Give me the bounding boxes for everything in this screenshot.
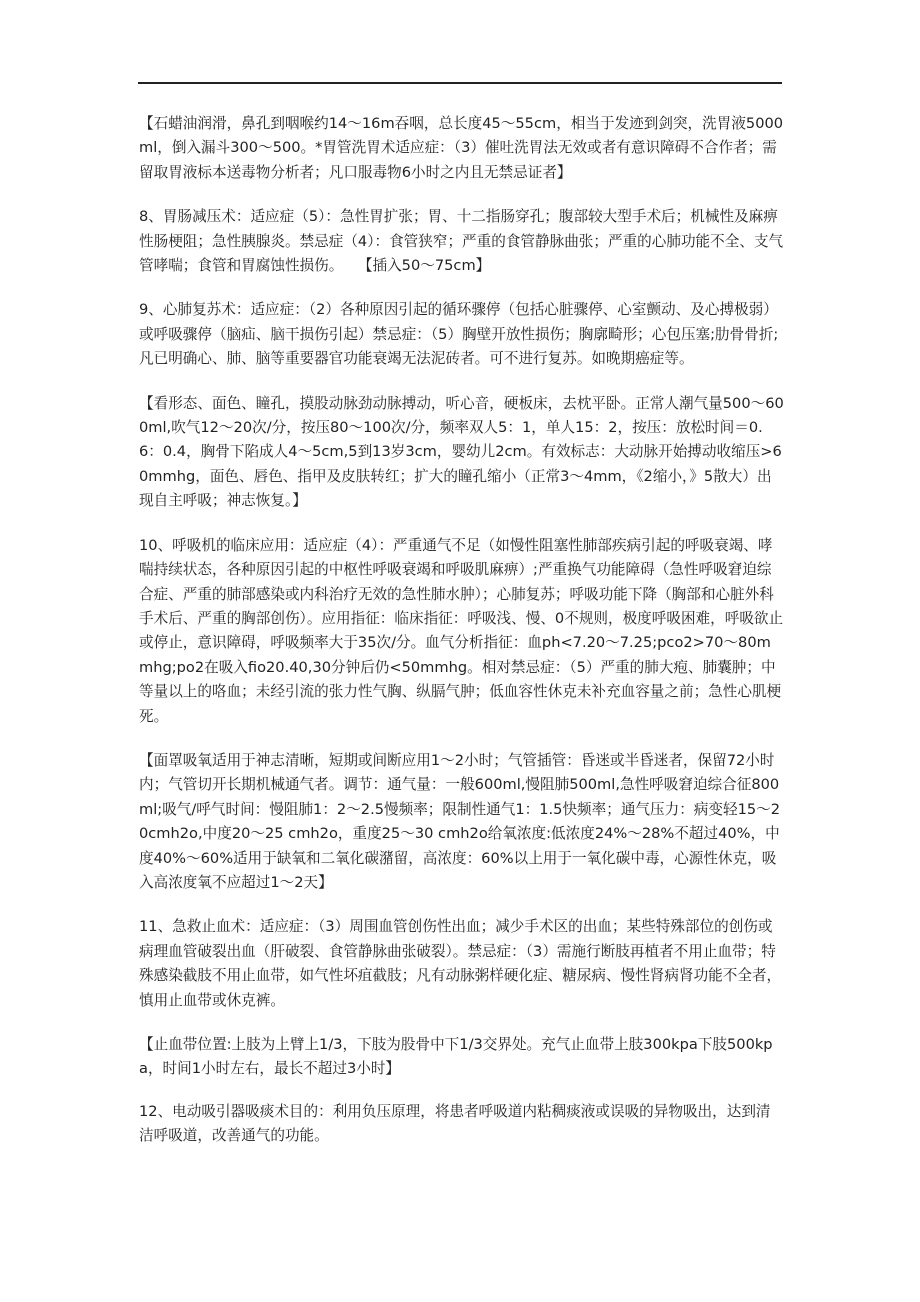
paragraph-suction: 12、电动吸引器吸痰术目的：利用负压原理，将患者呼吸道内粘稠痰液或误吸的异物吸出，达到清洁呼吸道，改善通气的功能。 xyxy=(139,1102,771,1145)
paragraph-gastrointestinal-decompression: 8、胃肠减压术：适应症（5）：急性胃扩张；胃、十二指肠穿孔；腹部较大型手术后；机械性及麻痹性肠梗阻；急性胰腺炎。禁忌症（4）：食管狭窄；严重的食管静脉曲张；严重的心肺功能不全、支气管哮喘；食管和胃腐蚀性损伤。 【插入50～75cm】 xyxy=(139,208,784,275)
paragraph-cpr-note: 【看形态、面色、瞳孔，摸股动脉劲动脉搏动，听心音，硬板床，去枕平卧。正常人潮气量500～600ml,吹气12～20次/分，按压80～100次/分，频率双人5：1，单人15：2，按压：放松时间＝0.6：0.4，胸骨下陷成人4～5cm,5到13岁3cm，婴幼儿2cm。有效标志：大动脉开始搏动收缩压>60mmhg，面色、唇色、指甲及皮肤转红；扩大的瞳孔缩小（正常3～4mm，《2缩小，》5散大）出现自主呼吸；神志恢复。】 xyxy=(139,394,784,510)
paragraph-ventilator: 10、呼吸机的临床应用：适应症（4）：严重通气不足（如慢性阻塞性肺部疾病引起的呼吸衰竭、哮喘持续状态，各种原因引起的中枢性呼吸衰竭和呼吸肌麻痹）;严重换气功能障碍（急性呼吸窘迫综合症、严重的肺部感染或内科治疗无效的急性肺水肿）；心肺复苏；呼吸功能下降（胸部和心脏外科手术后、严重的胸部创伤）。应用指征：临床指征：呼吸浅、慢、0不规则，极度呼吸困难，呼吸欲止或停止，意识障碍，呼吸频率大于35次/分。血气分析指征：血ph<7.20～7.25;pco2>70～80mmhg;po2在吸入fio20.40,30分钟后仍<50mmhg。相对禁忌症：（5）严重的肺大疱、肺囊肿；中等量以上的咯血；未经引流的张力性气胸、纵膈气肿；低血容性休克未补充血容量之前；急性心肌梗死。 xyxy=(139,536,784,725)
paragraph-tourniquet-note: 【止血带位置:上肢为上臂上1/3，下肢为股骨中下1/3交界处。充气止血带上肢300kpa下肢500kpa，时间1小时左右，最长不超过3小时】 xyxy=(139,1036,773,1078)
paragraph-ventilator-note: 【面罩吸氧适用于神志清晰，短期或间断应用1～2小时；气管插管：昏迷或半昏迷者，保留72小时内；气管切开长期机械通气者。调节：通气量：一般600ml,慢阻肺500ml,急性呼吸窘迫综合征800ml;吸气/呼气时间：慢阻肺1：2～2.5慢频率；限制性通气1：1.5快频率；通气压力：病变轻15～20cmh2o,中度20～25 cmh2o，重度25～30 cmh2o给氧浓度:低浓度24%～28%不超过40%，中度40%～60%适用于缺氧和二氧化碳潴留，高浓度：60%以上用于一氧化碳中毒，心源性休克，吸入高浓度氧不应超过1～2天】 xyxy=(139,751,781,891)
header-rule xyxy=(138,82,782,84)
document-body xyxy=(139,112,785,1169)
paragraph-hemostasis: 11、急救止血术：适应症：（3）周围血管创伤性出血；减少手术区的出血；某些特殊部位的创伤或病理血管破裂出血（肝破裂、食管静脉曲张破裂）。禁忌症：（3）需施行断肢再植者不用止血带；特殊感染截肢不用止血带，如气性坏疽截肢；凡有动脉粥样硬化症、糖尿病、慢性肾病肾功能不全者，慎用止血带或休克裤。 xyxy=(139,918,782,1009)
paragraph-cpr: 9、心肺复苏术：适应症：（2）各种原因引起的循环骤停（包括心脏骤停、心室颤动、及心搏极弱）或呼吸骤停（脑疝、脑干损伤引起）禁忌症：（5）胸壁开放性损伤；胸廓畸形；心包压塞;肋骨骨折;凡已明确心、肺、脑等重要器官功能衰竭无法泥砖者。可不进行复苏。如晚期癌症等。 xyxy=(139,301,779,368)
paragraph-gastric-lavage-note: 【石蜡油润滑，鼻孔到咽喉约14～16m吞咽，总长度45～55cm，相当于发迹到剑突，洗胃液5000ml，倒入漏斗300～500。*胃管洗胃术适应症：（3）催吐洗胃法无效或者有意识障碍不合作者；需留取胃液标本送毒物分析者；凡口服毒物6小时之内且无禁忌证者】 xyxy=(139,115,784,181)
